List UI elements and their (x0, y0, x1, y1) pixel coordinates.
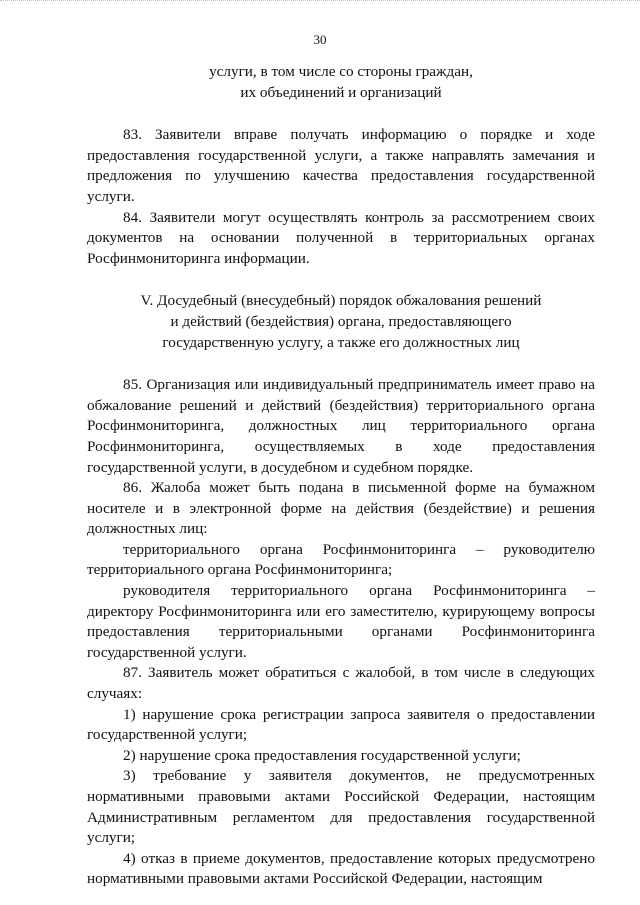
paragraph-85: 85. Организация или индивидуальный предприниматель имеет право на обжалование решений и действий (бездействия) территориального органа Росфинмониторинга, должностных лиц территориального органа Росфинмониторинга, осуществляемых в ходе предоставления государственной услуги, в досудебном и судебном порядке. (87, 376, 595, 476)
paragraph-87: 87. Заявитель может обратиться с жалобой, в том числе в следующих случаях: (87, 664, 595, 703)
section-heading-line: государственную услугу, а также его должностных лиц (162, 333, 520, 351)
page-content (87, 62, 595, 890)
top-heading (87, 62, 595, 103)
section-heading-line: и действий (бездействия) органа, предоставляющего (170, 312, 512, 330)
paragraph-86-item-2: руководителя территориального органа Росфинмониторинга – директору Росфинмониторинга или его заместителю, курирующему вопросы предоставления территориальными органами Росфинмониторинга государственной услуги. (87, 582, 595, 661)
paragraph-84: 84. Заявители могут осуществлять контроль за рассмотрением своих документов на основании полученной в территориальных органах Росфинмониторинга информации. (87, 208, 595, 267)
spacer (87, 353, 595, 375)
spacer (87, 103, 595, 125)
section-heading-line: V. Досудебный (внесудебный) порядок обжалования решений (140, 292, 542, 310)
top-heading-line: их объединений и организаций (240, 83, 442, 101)
spacer (87, 269, 595, 291)
page-number: 30 (313, 32, 327, 47)
paragraph-87-item-4: 4) отказ в приеме документов, предоставление которых предусмотрено нормативными правовыми актами Российской Федерации, настоящим (87, 849, 595, 888)
scan-edge (0, 0, 640, 7)
paragraph-87-item-2: 2) нарушение срока предоставления государственной услуги; (123, 746, 521, 764)
paragraph-86: 86. Жалоба может быть подана в письменной форме на бумажном носителе и в электронной форме на действия (бездействие) и решения должностных лиц: (87, 479, 595, 538)
paragraph-86-item-1: территориального органа Росфинмониторинга – руководителю территориального органа Росфинмониторинга; (87, 540, 595, 579)
top-heading-line: услуги, в том числе со стороны граждан, (209, 63, 473, 80)
paragraph-83: 83. Заявители вправе получать информацию о порядке и ходе предоставления государственной услуги, а также направлять замечания и предложения по улучшению качества предоставления государственной услуги. (87, 126, 595, 205)
section-heading (87, 291, 595, 353)
paragraph-87-item-3: 3) требование у заявителя документов, не предусмотренных нормативными правовыми актами Российской Федерации, настоящим Административным регламентом для предоставления государственной услуги; (87, 767, 595, 847)
paragraph-87-item-1: 1) нарушение срока регистрации запроса заявителя о предоставлении государственной услуги; (87, 705, 595, 744)
